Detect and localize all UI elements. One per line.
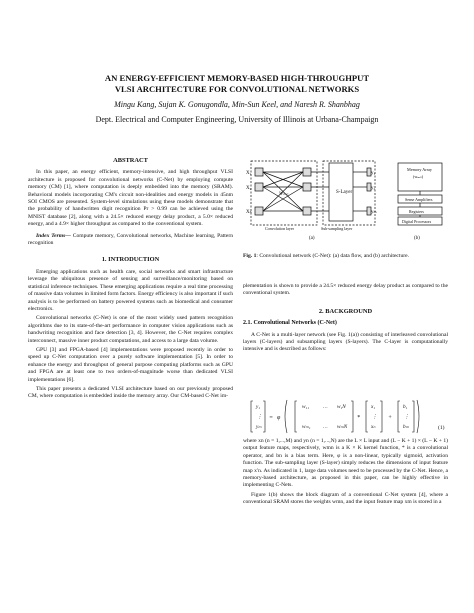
sublayer-label: S-Layer — [336, 190, 353, 195]
eq-w1dots: … — [323, 404, 328, 410]
after-equation-paragraph: where xn (n = 1,...,M) and yn (n = 1,...,N) are the L × L input and (L − K + 1) × (L − K + 1) output feature maps, respectively, wmn is a K × K kernel function, * is a convolutional operator, and bn is a bias term. Here, φ is a non-linear, typically sigmoid, activation function. The sub-sampling layer (S-layer) simply reduces the dimensions of input feature map x′n. As indicated in 1, large data volumes need to be processed by the C-Net. Hence, a memory-based architecture, as proposed in this paper, can be highly effective in implementing C-Nets. — [243, 438, 448, 489]
mem-block-label: Memory Array — [407, 167, 433, 172]
equation-number: (1) — [438, 425, 445, 431]
caption-label: Fig. 1 — [243, 253, 257, 259]
figure-1 — [243, 157, 448, 249]
eq-x1: x₁ — [371, 404, 376, 410]
caption-text: : Convolutional network (C-Net): (a) data flow, and (b) architecture. — [256, 253, 410, 259]
sub-a: (a) — [309, 236, 315, 241]
abstract-text: In this paper, an energy efficient, memory-intensive, and high throughput VLSI architecture is proposed for convolutional networks (C-Net) by employing compute memory (CM) [1], where computation is deeply embedded into the memory (SRAM). Behavioral models incorporating CM's circuit non-idealities and energy models in 45nm SOI CMOS are presented. System-level simulations using these models demonstrate that the probability of handwritten digit recognition Pr > 0.99 can be achieved using the MNIST database [2], along with a 24.5× reduced energy delay product, a 5.0× reduced energy, and a 4.9× higher throughput as compared to the conventional system. — [28, 169, 233, 228]
intro-paragraph-3: GPU [3] and FPGA-based [4] implementations were proposed recently in order to speed up C-Net computation over a purely software implementation [5]. In order to enhance the energy and throughput of general purpose computing platforms such as GPU and FPGA are at least one to two orders-of-magnitude worse than dedicated VLSI implementations [6]. — [28, 346, 233, 383]
intro-continuation: plementation is shown to provide a 24.5× reduced energy delay product as compared to the conventional system. — [243, 283, 448, 297]
cnets-heading: 2.1. Convolutional Networks (C-Net) — [243, 320, 337, 327]
eq-bm: bₘ — [403, 424, 409, 430]
eq-wmN: wₘN — [337, 424, 348, 430]
abstract-heading: ABSTRACT — [113, 157, 148, 164]
reg-block-label: Registers — [409, 209, 424, 214]
intro-paragraph-2: Convolutional networks (C-Net) is one of the most widely used pattern recognition algorithms due to its state-of-the-art performance in computer vision applications such as handwriting recognition and face detection [3, 4]. However, the C-Net requires complex interconnect, massive inner product computations, and access to a large data volume. — [28, 315, 233, 344]
weight-label: Wₘₙ — [279, 192, 289, 197]
figure-1-diagram — [243, 157, 448, 249]
eq-equals: = — [269, 415, 274, 421]
final-paragraph: Figure 1(b) shows the block diagram of a conventional C-Net system [4], where a conventional SRAM stores the weights wmn, and the input feature map xm is stored in a — [243, 491, 448, 506]
eq-bdots: ⋮ — [404, 414, 410, 420]
affiliation: Dept. Electrical and Computer Engineering, University of Illinois at Urbana-Champaign — [95, 115, 379, 124]
equation-graphic — [247, 399, 447, 435]
mem-block-sub: (wₘₙ) — [413, 174, 424, 179]
output-y1: y₁ — [371, 171, 376, 176]
amp-block-label: Sense Amplifiers — [405, 197, 433, 202]
eq-star: * — [357, 415, 360, 421]
label-conv-layer: Convolution layer — [265, 226, 294, 231]
authors: Mingu Kang, Sujan K. Gonugondla, Min-Sun Keel, and Naresh R. Shanbhag — [114, 100, 360, 109]
output-y2: y₂ — [371, 186, 376, 191]
title-line-2: VLSI ARCHITECTURE FOR CONVOLUTIONAL NETWORKS — [114, 84, 360, 94]
index-terms-text: Compute memory, Convolutional networks, Machine learning, Pattern recognition — [28, 232, 233, 247]
index-terms — [28, 233, 233, 248]
input-xn: Xₙ — [246, 210, 252, 215]
eq-ym: yₘ — [256, 424, 262, 430]
index-terms-label: Index Terms— — [36, 232, 71, 239]
cnets-paragraph: A C-Net is a multi-layer network (see Fig. 1(a)) consisting of interleaved convolutional layers (C-layers) and subsampling layers (S-layers). The C-layer is computationally intensive and is described as follows: — [243, 331, 448, 353]
left-column — [28, 157, 233, 403]
right-column-lower — [243, 438, 448, 509]
input-x2: X₂ — [246, 186, 252, 191]
eq-y1: y₁ — [256, 404, 261, 410]
eq-phi: φ — [277, 415, 281, 421]
input-x1: X₁ — [246, 171, 252, 176]
intro-paragraph-1: Emerging applications such as health care, social networks and smart infrastructure leverage the ubiquitous presence of sensing and surveillance/monitoring based on statistical inference techniques. These emerging applications require a real time processing of massive data volumes in limited form factors. Energy efficiency is also important if such analysis is to be performed on battery powered systems such as biomedical and consumer electronics. — [28, 268, 233, 312]
paper-title — [40, 73, 434, 95]
title-line-1: AN ENERGY-EFFICIENT MEMORY-BASED HIGH-THROUGHPUT — [104, 73, 370, 83]
eq-wmdots: … — [323, 424, 328, 430]
eq-plus: + — [388, 415, 393, 421]
background-heading: 2. BACKGROUND — [318, 307, 373, 315]
equation-1 — [247, 399, 447, 435]
intro-heading: 1. INTRODUCTION — [101, 256, 160, 264]
eq-xdots: ⋮ — [372, 414, 378, 420]
eq-w1N: w₁N — [337, 404, 346, 410]
eq-xn: xₙ — [371, 424, 376, 430]
sub-b: (b) — [414, 236, 420, 241]
figure-caption — [243, 253, 448, 260]
dig-block-label: Digital Processors — [402, 219, 432, 224]
eq-ydots: ⋮ — [257, 414, 263, 420]
intro-paragraph-4: This paper presents a dedicated VLSI architecture based on our previously proposed CM, where computation is embedded inside the memory array. Our CM-based C-Net im- — [28, 385, 233, 400]
right-column — [243, 283, 448, 356]
output-ym: yₘ — [371, 210, 377, 215]
eq-b1: b₁ — [403, 404, 408, 410]
eq-w11: w₁₁ — [302, 404, 310, 410]
label-subsample-layer: Sub-sampling layer — [321, 226, 353, 231]
eq-wm1: wₘ₁ — [302, 424, 311, 430]
